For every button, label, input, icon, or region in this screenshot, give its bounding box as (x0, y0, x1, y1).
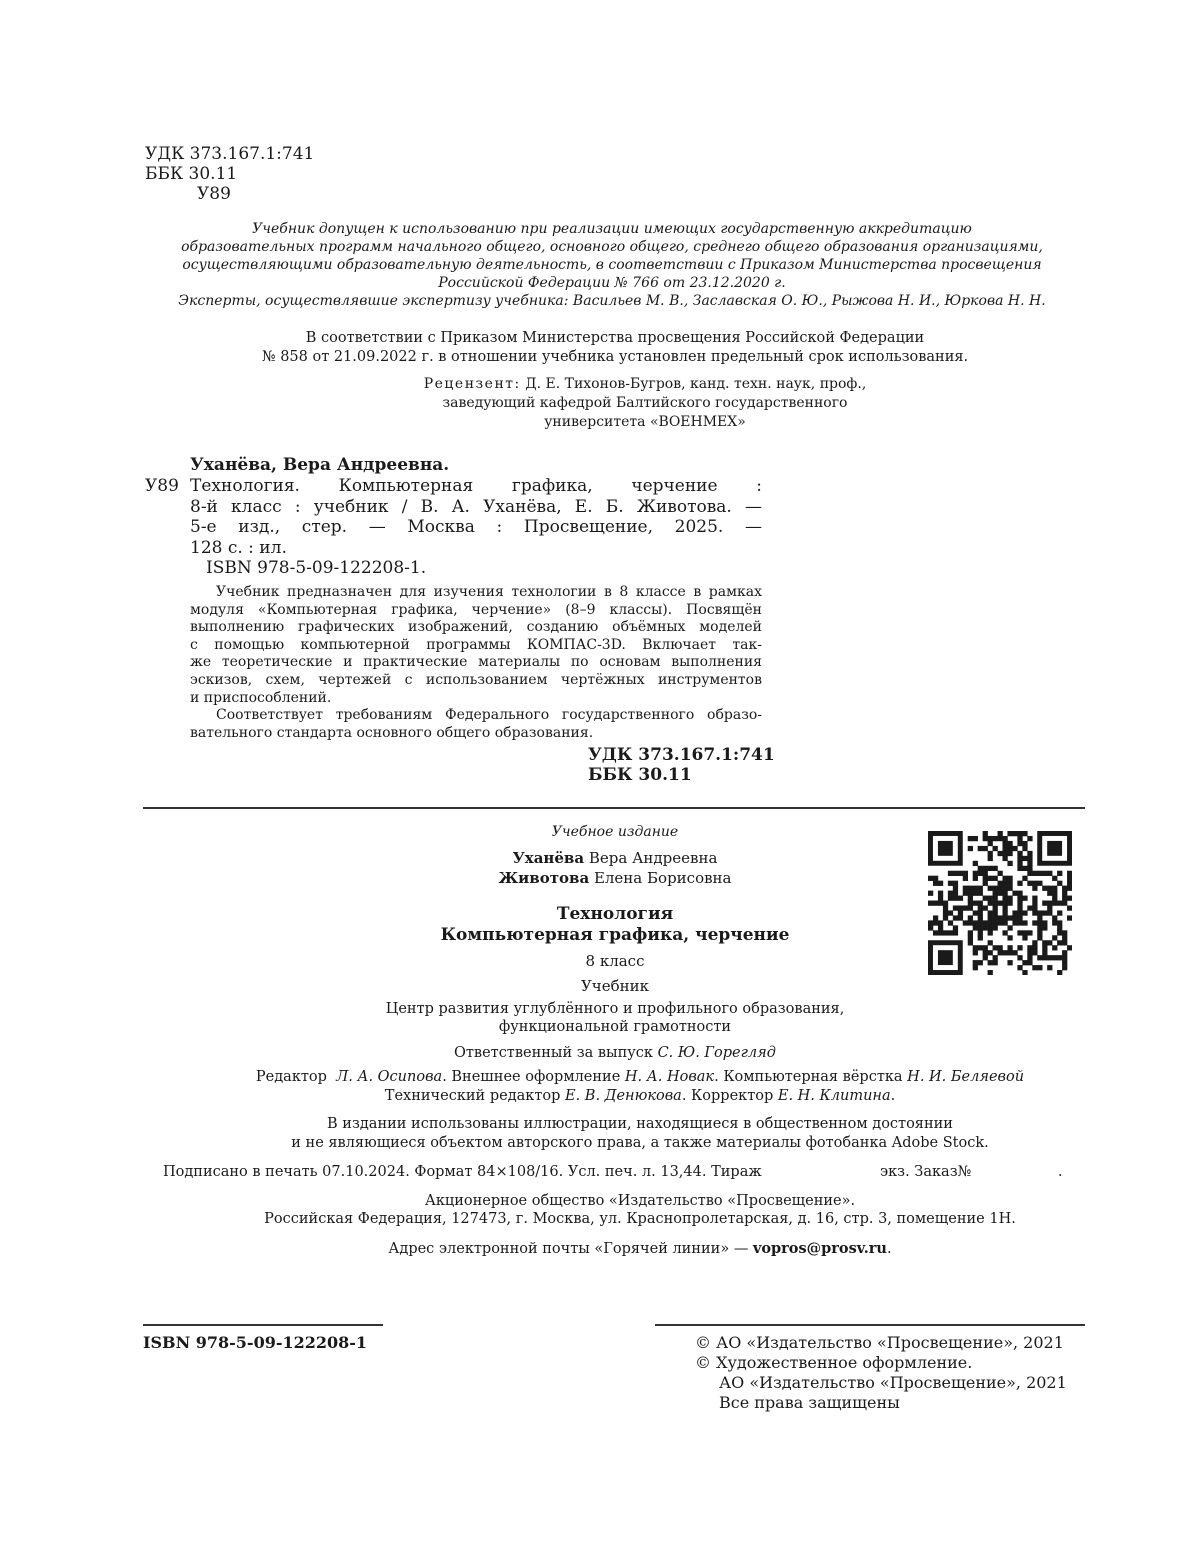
annotation-line: эскизов, схем, чертежей с использованием чертёжных инструментов (190, 671, 762, 688)
rights-reserved: Все права защищены (719, 1393, 900, 1412)
author-1-name: Вера Андреевна (588, 849, 718, 867)
copyright-2: © Художественное оформление. (695, 1353, 973, 1372)
proof-label: Корректор (691, 1088, 774, 1104)
illustrations-line-1: В издании использованы иллюстрации, находящиеся в общественном достоянии (327, 1116, 953, 1132)
footer-divider-right (655, 1324, 1085, 1326)
email-label: Адрес электронной почты «Горячей линии» — (388, 1241, 749, 1257)
book-title-1: Технология (556, 904, 674, 924)
biblio-isbn: ISBN 978-5-09-122208-1. (206, 558, 427, 578)
email-link[interactable]: vopros@prosv.ru (752, 1240, 887, 1257)
biblio-udk: УДК 373.167.1:741 (588, 745, 775, 765)
publisher-line-2: Российская Федерация, 127473, г. Москва, ул. Краснопролетарская, д. 16, стр. 3, помещение 1Н. (264, 1211, 1016, 1227)
design-label: Внешнее оформление (451, 1069, 621, 1085)
annotation-line: с помощью компьютерной программы КОМПАС-3D. Включает так- (190, 636, 762, 653)
reviewer-line-1 (330, 376, 960, 395)
publisher-line-1: Акционерное общество «Издательство «Просвещение». (424, 1193, 856, 1209)
biblio-author: Уханёва, Вера Андреевна. (190, 455, 450, 475)
usage-term-block (200, 330, 1030, 368)
tech-label: Технический редактор (384, 1088, 561, 1104)
biblio-desc-line: 5-е изд., стер. — Москва : Просвещение, 2025. — (190, 517, 762, 537)
print-order: экз. Заказ№ (880, 1164, 972, 1180)
author-2-surname: Животова (498, 869, 590, 887)
staff-line-1: Редактор Л. А. Осипова. Внешнее оформление Н. А. Новак. Компьютерная вёрстка Н. И. Беляевой (255, 1069, 1025, 1085)
tech-name: Е. В. Денюкова (564, 1088, 682, 1104)
illustrations-line-2: и не являющиеся объектом авторского права, а также материалы фотобанка Adobe Stock. (291, 1135, 989, 1151)
annotation-line: же теоретические и практические материалы по основам выполнения (190, 654, 762, 671)
compliance-line: вательного стандарта основного общего образования. (190, 724, 594, 741)
center-line-2: функциональной грамотности (498, 1019, 732, 1035)
section-divider (143, 807, 1085, 809)
biblio-mark: У89 (145, 476, 179, 496)
copyright-block (695, 1333, 1067, 1413)
qr-code (928, 831, 1072, 975)
approval-line: образовательных программ начального общего, основного общего, среднего общего образования организациями, (181, 239, 1043, 255)
book-title-2: Компьютерная графика, черчение (440, 925, 790, 945)
reviewer-label: Рецензент: (423, 376, 521, 392)
copyright-3: АО «Издательство «Просвещение», 2021 (719, 1373, 1067, 1392)
approval-line: Учебник допущен к использованию при реализации имеющих государственную аккредитацию (252, 221, 972, 237)
author-2-name: Елена Борисовна (593, 869, 732, 887)
responsible (300, 1045, 930, 1061)
annotation-line: выполнению графических изображений, созданию объёмных моделей (190, 619, 762, 636)
responsible-label: Ответственный за выпуск (454, 1045, 653, 1061)
reviewer-line: университета «ВОЕНМЕХ» (544, 414, 746, 430)
design-name: Н. А. Новак (624, 1069, 715, 1085)
bbk-code: ББК 30.11 (145, 164, 238, 184)
approval-block (130, 221, 1094, 311)
print-end: . (1058, 1164, 1063, 1180)
layout-name: Н. И. Беляевой (907, 1069, 1025, 1085)
editor-label: Редактор (255, 1069, 327, 1085)
usage-term-line: № 858 от 21.09.2022 г. в отношении учебника установлен предельный срок использования. (261, 349, 969, 365)
annotation-line: модуля «Компьютерная графика, черчение» (8–9 классы). Посвящён (190, 601, 762, 618)
layout-label: Компьютерная вёрстка (723, 1069, 903, 1085)
author-2 (400, 869, 830, 887)
footer-divider-left (143, 1324, 383, 1326)
footer-isbn: ISBN 978-5-09-122208-1 (143, 1333, 368, 1352)
author-mark: У89 (197, 184, 231, 204)
udk-code: УДК 373.167.1:741 (145, 144, 315, 164)
responsible-name: С. Ю. Горегляд (657, 1045, 776, 1061)
book-type: Учебник (580, 977, 650, 995)
compliance-line: Соответствует требованиям Федерального государственного образо- (216, 707, 762, 724)
reviewer-block (330, 376, 960, 433)
biblio-desc-line: 8-й класс : учебник / В. А. Уханёва, Е. Б. Животова. — (190, 496, 762, 517)
biblio-description (190, 476, 762, 558)
experts-line: Эксперты, осуществлявшие экспертизу учебника: Васильев М. В., Заславская О. Ю., Рыжова Н. И., Юркова Н. Н. (178, 293, 1046, 309)
reviewer-line: заведующий кафедрой Балтийского государственного (442, 395, 848, 411)
proof-name: Е. Н. Клитина (777, 1088, 891, 1104)
editor-name: Л. А. Осипова (336, 1069, 443, 1085)
author-1 (400, 849, 830, 867)
center-line-1: Центр развития углублённого и профильного образования, (385, 1001, 845, 1017)
biblio-pages: 128 с. : ил. (190, 537, 287, 558)
biblio-annotation (190, 584, 762, 742)
usage-term-line: В соответствии с Приказом Министерства просвещения Российской Федерации (305, 330, 925, 346)
approval-line: Российской Федерации № 766 от 23.12.2020 г. (438, 275, 786, 291)
reviewer-name: Д. Е. Тихонов-Бугров, канд. техн. наук, проф., (525, 376, 867, 392)
email-line (140, 1240, 1140, 1257)
copyright-1: © АО «Издательство «Просвещение», 2021 (695, 1333, 1064, 1352)
grade: 8 класс (585, 952, 645, 970)
biblio-desc-line: Технология. Компьютерная графика, черчение : (190, 476, 762, 496)
biblio-bbk: ББК 30.11 (588, 765, 692, 785)
annotation-line: и приспособлений. (190, 689, 332, 706)
author-1-surname: Уханёва (512, 849, 585, 867)
email-end: . (886, 1241, 892, 1257)
annotation-line: Учебник предназначен для изучения технологии в 8 классе в рамках (216, 584, 762, 600)
print-info: Подписано в печать 07.10.2024. Формат 84×108/16. Усл. печ. л. 13,44. Тираж (163, 1164, 762, 1180)
approval-line: осуществляющими образовательную деятельность, в соответствии с Приказом Министерства просвещения (182, 257, 1042, 273)
staff-line-2: Технический редактор Е. В. Денюкова. Корректор Е. Н. Клитина. (384, 1088, 896, 1104)
edition-type: Учебное издание (551, 824, 679, 840)
